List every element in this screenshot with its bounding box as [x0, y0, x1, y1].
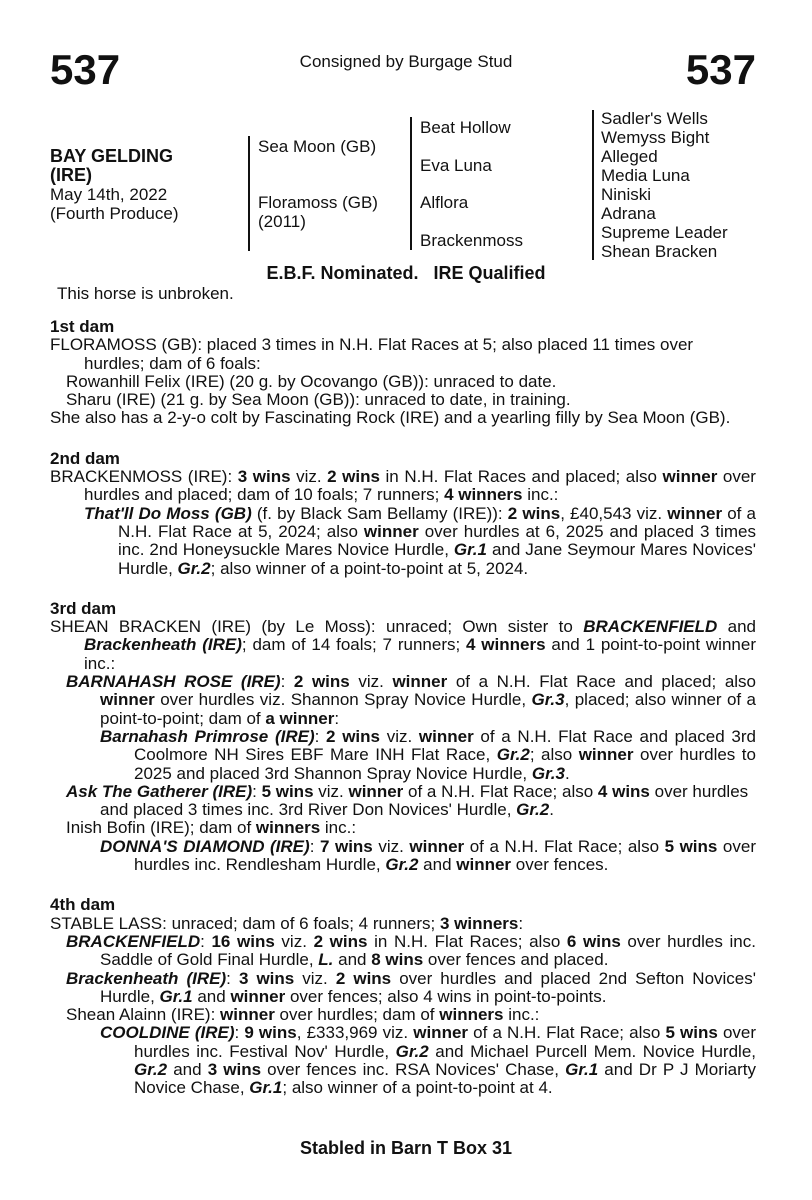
stabling-info: Stabled in Barn T Box 31 — [299, 1138, 513, 1158]
foaling-date: May 14th, 2022 — [50, 185, 168, 204]
dam3-progeny-3-foal: DONNA'S DIAMOND (IRE): 7 wins viz. winner of a N.H. Flat Race; also 5 wins over hurdles inc. Rendlesham Hurdle, Gr.2 and winner over fences. — [100, 836, 756, 875]
dam3-entry: SHEAN BRACKEN (IRE) (by Le Moss): unraced; Own sister to BRACKENFIELD and Brackenheath (IRE); dam of 14 foals; 7 runners; 4 winners and 1 point-to-point winner inc.: — [50, 617, 756, 673]
dam3-progeny-1-foal: Barnahash Primrose (IRE): 2 wins viz. winner of a N.H. Flat Race and placed 3rd Coolmore NH Sires EBF Mare INH Flat Race, Gr.2; also winner over hurdles to 2025 and placed 3rd Shannon Spray Novice Hurdle, Gr.3. — [100, 726, 756, 783]
dam3-progeny-2: Ask The Gatherer (IRE): 5 wins viz. winner of a N.H. Flat Race; also 4 wins over hurdles and placed 3 times inc. 3rd River Don Novices' Hurdle, Gr.2. — [66, 781, 749, 820]
pedigree-divider-2 — [410, 117, 412, 250]
lot-number-left: 537 — [50, 46, 121, 93]
pedigree-dam-name: Floramoss (GB) — [258, 193, 378, 212]
consignor: Consigned by Burgage Stud — [299, 52, 513, 71]
pedigree-dam — [258, 193, 378, 231]
dam3-progeny-3: Inish Bofin (IRE); dam of winners inc.: — [66, 818, 357, 838]
pedigree-gen2-2: Alflora — [420, 193, 469, 212]
dam1-entry: FLORAMOSS (GB): placed 3 times in N.H. Flat Races at 5; also placed 11 times over hurdles; dam of 6 foals: — [50, 335, 694, 373]
pedigree-gen3 — [601, 109, 728, 261]
pedigree-gen3-1: Wemyss Bight — [601, 128, 710, 147]
horse-country: (IRE) — [50, 165, 92, 185]
pedigree-sire: Sea Moon (GB) — [258, 137, 377, 156]
pedigree-gen3-4: Niniski — [601, 185, 652, 204]
dam1-progeny-1: Rowanhill Felix (IRE) (20 g. by Ocovango (GB)): unraced to date. — [66, 371, 557, 391]
dam4-progeny-3-foal: COOLDINE (IRE): 9 wins, £333,969 viz. winner of a N.H. Flat Race; also 5 wins over hurdles inc. Festival Nov' Hurdle, Gr.2 and Michael Purcell Mem. Novice Hurdle, Gr.2 and 3 wins over fences inc. RSA Novices' Chase, Gr.1 and Dr P J Moriarty Novice Chase, Gr.1; also winner of a point-to-point at 4. — [100, 1023, 757, 1098]
pedigree-divider-3 — [592, 110, 594, 260]
dam1-progeny-2: Sharu (IRE) (21 g. by Sea Moon (GB)): unraced to date, in training. — [66, 390, 571, 410]
pedigree-gen3-3: Media Luna — [601, 166, 690, 185]
pedigree-divider-1 — [248, 136, 250, 251]
dam1-note: She also has a 2-y-o colt by Fascinating Rock (IRE) and a yearling filly by Sea Moon (GB). — [50, 408, 731, 428]
dam4-progeny-1: BRACKENFIELD: 16 wins viz. 2 wins in N.H. Flat Races; also 6 wins over hurdles inc. Saddle of Gold Final Hurdle, L. and 8 wins over fences and placed. — [66, 931, 756, 970]
horse-sex: BAY GELDING — [50, 146, 174, 166]
dam3-heading: 3rd dam — [50, 598, 117, 618]
dam4-progeny-2: Brackenheath (IRE): 3 wins viz. 2 wins over hurdles and placed 2nd Sefton Novices' Hurdle, Gr.1 and winner over fences; also 4 wins in point-to-points. — [66, 968, 756, 1006]
dam3-progeny-1: BARNAHASH ROSE (IRE): 2 wins viz. winner of a N.H. Flat Race and placed; also winner over hurdles viz. Shannon Spray Novice Hurdle, Gr.3, placed; also winner of a point-to-point; dam of a winner: — [66, 672, 757, 728]
pedigree-gen3-2: Alleged — [601, 147, 658, 166]
pedigree-gen2-0: Beat Hollow — [420, 118, 511, 137]
dam4-progeny-3: Shean Alainn (IRE): winner over hurdles; dam of winners inc.: — [66, 1005, 540, 1025]
pedigree-gen3-0: Sadler's Wells — [601, 109, 708, 128]
lot-number-right: 537 — [685, 46, 756, 93]
ebf-qualification: E.B.F. Nominated. IRE Qualified — [266, 263, 546, 283]
dam4-heading: 4th dam — [50, 895, 116, 915]
pedigree-gen2-1: Eva Luna — [420, 156, 492, 175]
dam2-heading: 2nd dam — [50, 448, 120, 468]
produce-number: (Fourth Produce) — [50, 204, 179, 223]
catalogue-body — [50, 318, 756, 1098]
dam2-entry: BRACKENMOSS (IRE): 3 wins viz. 2 wins in N.H. Flat Races and placed; also winner over hurdles and placed; dam of 10 foals; 7 runners; 4 winners inc.: — [50, 467, 756, 505]
dam1-section — [50, 318, 756, 428]
pedigree-gen3-5: Adrana — [601, 204, 656, 223]
dam4-entry: STABLE LASS: unraced; dam of 6 foals; 4 runners; 3 winners: — [50, 913, 524, 933]
dam2-progeny-1: That'll Do Moss (GB) (f. by Black Sam Bellamy (IRE)): 2 wins, £40,543 viz. winner of a N.H. Flat Race at 5, 2024; also winner over hurdles at 6, 2025 and placed 3 times inc. 2nd Honeysuckle Mares Novice Hurdle, Gr.1 and Jane Seymour Mares Novices' Hurdle, Gr.2; also winner of a point-to-point at 5, 2024. — [84, 503, 756, 578]
pedigree-dam-year: (2011) — [258, 212, 306, 231]
pedigree-gen3-7: Shean Bracken — [601, 242, 718, 261]
pedigree-gen3-6: Supreme Leader — [601, 223, 728, 242]
dam2-section — [50, 450, 756, 578]
pedigree-gen2-3: Brackenmoss — [420, 231, 523, 250]
dam4-section — [50, 896, 756, 1097]
unbroken-note: This horse is unbroken. — [57, 284, 234, 303]
dam1-heading: 1st dam — [50, 317, 115, 336]
horse-description — [50, 147, 179, 223]
dam3-section — [50, 600, 756, 874]
